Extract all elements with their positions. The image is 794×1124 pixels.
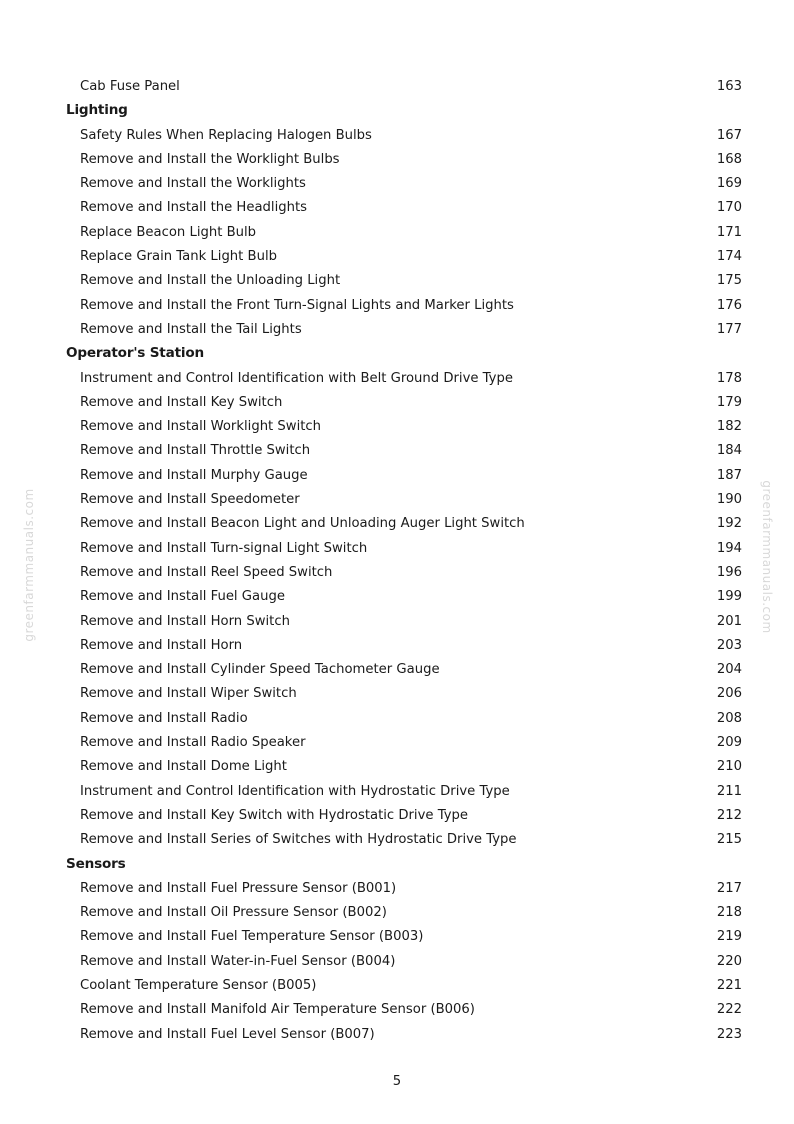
toc-entry[interactable] [0, 512, 794, 536]
toc-entry-title[interactable]: Remove and Install Worklight Switch [80, 419, 322, 435]
toc-entry-page-number: 220 [716, 953, 742, 969]
toc-entry[interactable] [0, 634, 794, 658]
toc-entry-title[interactable]: Coolant Temperature Sensor (B005) [80, 977, 317, 993]
toc-entry-title[interactable]: Remove and Install the Headlights [80, 200, 308, 216]
toc-entry-page-number: 171 [716, 224, 742, 240]
toc-entry-title[interactable]: Remove and Install Key Switch [80, 394, 283, 410]
toc-entry-title[interactable]: Remove and Install Manifold Air Temperature Sensor (B006) [80, 1002, 475, 1018]
toc-entry-page-number: 170 [716, 200, 742, 216]
toc-section-heading [0, 853, 794, 877]
table-of-contents [0, 75, 794, 1047]
toc-entry-page-number: 192 [716, 516, 742, 532]
toc-entry-title[interactable]: Remove and Install Murphy Gauge [80, 467, 308, 483]
toc-entry-page-number: 208 [716, 710, 742, 726]
toc-entry[interactable] [0, 682, 794, 706]
toc-entry-title[interactable]: Remove and Install the Worklight Bulbs [80, 151, 340, 167]
toc-entry[interactable] [0, 658, 794, 682]
toc-entry[interactable] [0, 998, 794, 1022]
toc-entry-page-number: 176 [716, 297, 742, 313]
toc-entry-title[interactable]: Safety Rules When Replacing Halogen Bulbs [80, 127, 372, 143]
toc-entry[interactable] [0, 707, 794, 731]
toc-entry[interactable] [0, 731, 794, 755]
toc-entry[interactable] [0, 585, 794, 609]
toc-entry-title[interactable]: Remove and Install Horn [80, 637, 243, 653]
toc-entry-page-number: 204 [716, 662, 742, 678]
toc-entry-page-number: 206 [716, 686, 742, 702]
toc-entry[interactable] [0, 537, 794, 561]
toc-entry[interactable] [0, 780, 794, 804]
toc-entry-title[interactable]: Cab Fuse Panel [80, 79, 180, 94]
toc-entry-title[interactable]: Remove and Install Throttle Switch [80, 443, 311, 459]
toc-entry-page-number: 215 [716, 832, 742, 848]
toc-entry[interactable] [0, 124, 794, 148]
toc-entry-title[interactable]: Remove and Install Cylinder Speed Tachometer Gauge [80, 662, 440, 678]
toc-entry-page-number: 190 [716, 492, 742, 508]
toc-entry[interactable] [0, 196, 794, 220]
toc-entry-page-number: 179 [716, 394, 742, 410]
toc-entry-page-number: 167 [716, 127, 742, 143]
toc-entry-page-number: 218 [716, 905, 742, 921]
toc-entry[interactable] [0, 488, 794, 512]
toc-entry[interactable] [0, 561, 794, 585]
toc-entry-page-number: 163 [716, 79, 742, 94]
toc-entry-page-number: 199 [716, 589, 742, 605]
toc-entry[interactable] [0, 221, 794, 245]
toc-entry-title[interactable]: Remove and Install Beacon Light and Unloading Auger Light Switch [80, 516, 525, 532]
toc-entry[interactable] [0, 877, 794, 901]
toc-entry-title[interactable]: Remove and Install Fuel Gauge [80, 589, 285, 605]
toc-entry-page-number: 169 [716, 176, 742, 192]
toc-entry-page-number: 219 [716, 929, 742, 945]
toc-section-heading [0, 99, 794, 123]
toc-entry[interactable] [0, 464, 794, 488]
toc-entry-page-number: 211 [716, 783, 742, 799]
toc-entry-page-number: 201 [716, 613, 742, 629]
toc-section-heading [0, 342, 794, 366]
toc-entry-title[interactable]: Replace Beacon Light Bulb [80, 224, 257, 240]
toc-entry-page-number: 222 [716, 1002, 742, 1018]
toc-entry-page-number: 196 [716, 564, 742, 580]
toc-entry[interactable] [0, 391, 794, 415]
toc-entry[interactable] [0, 245, 794, 269]
toc-entry-title[interactable]: Instrument and Control Identification with Belt Ground Drive Type [80, 370, 513, 386]
toc-entry-title[interactable]: Remove and Install the Tail Lights [80, 321, 302, 337]
toc-entry-page-number: 217 [716, 880, 742, 896]
toc-entry[interactable] [0, 950, 794, 974]
toc-entry[interactable] [0, 804, 794, 828]
toc-entry-title[interactable]: Remove and Install Turn-signal Light Switch [80, 540, 368, 556]
toc-entry-title[interactable]: Remove and Install Wiper Switch [80, 686, 297, 702]
toc-entry-title[interactable]: Remove and Install Dome Light [80, 759, 287, 775]
toc-entry-page-number: 175 [716, 273, 742, 289]
toc-entry-title[interactable]: Remove and Install Radio Speaker [80, 735, 306, 751]
toc-entry-title[interactable]: Remove and Install Reel Speed Switch [80, 564, 333, 580]
toc-entry[interactable] [0, 755, 794, 779]
toc-entry[interactable] [0, 901, 794, 925]
toc-entry[interactable] [0, 610, 794, 634]
toc-entry[interactable] [0, 172, 794, 196]
toc-entry-title[interactable]: Remove and Install Oil Pressure Sensor (B002) [80, 905, 387, 921]
toc-entry-page-number: 174 [716, 249, 742, 265]
toc-entry-title[interactable]: Instrument and Control Identification with Hydrostatic Drive Type [80, 783, 510, 799]
toc-entry-title[interactable]: Replace Grain Tank Light Bulb [80, 249, 277, 265]
toc-entry-title[interactable]: Remove and Install Series of Switches with Hydrostatic Drive Type [80, 832, 517, 848]
toc-entry-page-number: 212 [716, 807, 742, 823]
toc-entry-page-number: 178 [716, 370, 742, 386]
toc-entry[interactable] [0, 294, 794, 318]
toc-entry[interactable] [0, 269, 794, 293]
toc-entry-title[interactable]: Remove and Install the Unloading Light [80, 273, 341, 289]
toc-entry[interactable] [0, 75, 794, 99]
section-heading-text: Sensors [66, 855, 126, 872]
toc-entry-page-number: 194 [716, 540, 742, 556]
toc-entry-title[interactable]: Remove and Install Speedometer [80, 492, 300, 508]
toc-entry-page-number: 203 [716, 637, 742, 653]
toc-entry-title[interactable]: Remove and Install Key Switch with Hydrostatic Drive Type [80, 807, 468, 823]
toc-entry[interactable] [0, 828, 794, 852]
toc-entry[interactable] [0, 925, 794, 949]
toc-entry-title[interactable]: Remove and Install Fuel Level Sensor (B007) [80, 1026, 375, 1042]
toc-entry-page-number: 182 [716, 419, 742, 435]
toc-entry[interactable] [0, 367, 794, 391]
toc-entry-page-number: 209 [716, 735, 742, 751]
watermark-right: greenfarmmanuals.com [760, 480, 774, 634]
toc-entry-page-number: 184 [716, 443, 742, 459]
toc-entry[interactable] [0, 974, 794, 998]
toc-entry-page-number: 168 [716, 151, 742, 167]
toc-entry-page-number: 221 [716, 977, 742, 993]
toc-entry-title[interactable]: Remove and Install Radio [80, 710, 248, 726]
toc-entry[interactable] [0, 1023, 794, 1047]
toc-entry-page-number: 223 [716, 1026, 742, 1042]
toc-entry-title[interactable]: Remove and Install Fuel Temperature Sensor (B003) [80, 929, 424, 945]
toc-entry[interactable] [0, 318, 794, 342]
toc-entry-title[interactable]: Remove and Install Water-in-Fuel Sensor (B004) [80, 953, 396, 969]
toc-entry-title[interactable]: Remove and Install Fuel Pressure Sensor (B001) [80, 880, 397, 896]
toc-entry[interactable] [0, 439, 794, 463]
toc-entry-page-number: 177 [716, 321, 742, 337]
toc-entry-title[interactable]: Remove and Install the Front Turn-Signal Lights and Marker Lights [80, 297, 514, 313]
section-heading-text: Lighting [66, 102, 128, 119]
watermark-left: greenfarmmanuals.com [22, 488, 36, 642]
toc-entry-title[interactable]: Remove and Install the Worklights [80, 176, 306, 192]
toc-entry-page-number: 187 [716, 467, 742, 483]
page-number: 5 [392, 1074, 402, 1089]
toc-entry-title[interactable]: Remove and Install Horn Switch [80, 613, 290, 629]
section-heading-text: Operator's Station [66, 345, 204, 362]
toc-entry[interactable] [0, 148, 794, 172]
toc-entry-page-number: 210 [716, 759, 742, 775]
toc-entry[interactable] [0, 415, 794, 439]
